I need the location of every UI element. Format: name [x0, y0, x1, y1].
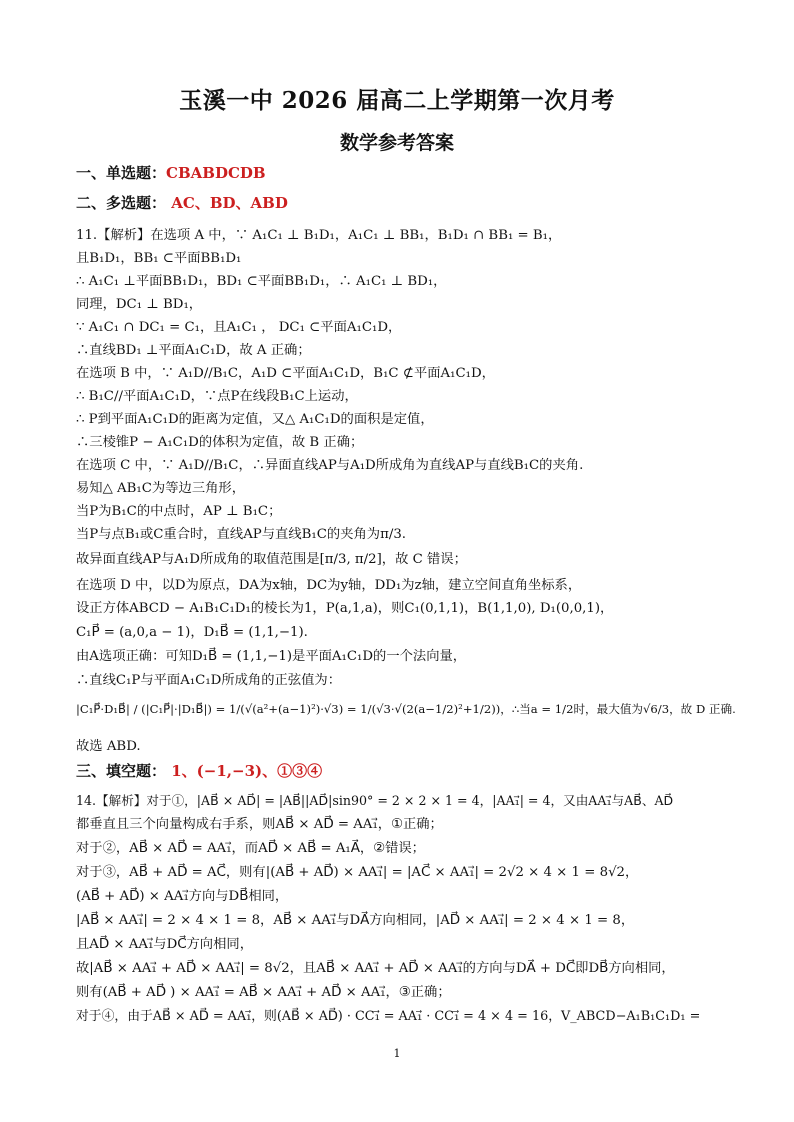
fill-blank-heading [76, 762, 736, 780]
single-choice-label: 一、单选题： [76, 164, 167, 182]
page-number: 1 [393, 1047, 401, 1060]
solution-line: ∴ P到平面A₁C₁D的距离为定值，又△ A₁C₁D的面积是定值， [76, 412, 434, 427]
solution-line: ∴直线BD₁ ⊥平面A₁C₁D，故 A 正确； [76, 343, 311, 358]
solution-line: 当P为B₁C的中点时，AP ⊥ B₁C； [76, 504, 282, 519]
solution-line: ∴ B₁C//平面A₁C₁D，∵点P在线段B₁C上运动， [76, 389, 358, 404]
solution-line: 11.【解析】在选项 A 中，∵ A₁C₁ ⊥ B₁D₁，A₁C₁ ⊥ BB₁，B₁D₁ ∩ BB₁ = B₁， [76, 228, 562, 243]
solution-line: 对于③，AB⃗ + AD⃗ = AC⃗，则有|(AB⃗ + AD⃗) × AA₁⃗| = |AC⃗ × AA₁⃗| = 2√2 × 4 × 1 = 8√2， [76, 865, 639, 880]
solution-line: 且AD⃗ × AA₁⃗与DC⃗方向相同， [76, 937, 253, 952]
solution-line: 故异面直线AP与A₁D所成角的取值范围是[π/3, π/2]，故 C 错误； [76, 552, 467, 567]
solution-line: 14.【解析】对于①，|AB⃗ × AD⃗| = |AB⃗||AD⃗|sin90° = 2 × 2 × 1 = 4，|AA₁⃗| = 4，又由AA₁⃗与AB⃗、AD⃗ [76, 793, 674, 808]
solution-line: 故选 ABD. [76, 739, 141, 754]
solution-line: |C₁P⃗·D₁B⃗| / (|C₁P⃗|·|D₁B⃗|) = 1/(√(a²+(a−1)²)·√3) = 1/(√3·√(2(a−1/2)²+1/2))，∴当a = 1/2时，最大值为√6/3，故 D 正确. [76, 702, 736, 716]
solution-line: (AB⃗ + AD⃗) × AA₁⃗方向与DB⃗相同， [76, 889, 289, 904]
solution-line: ∴ A₁C₁ ⊥平面BB₁D₁，BD₁ ⊂平面BB₁D₁，∴ A₁C₁ ⊥ BD₁， [76, 274, 447, 289]
solution-line: 同理，DC₁ ⊥ BD₁， [76, 297, 203, 312]
single-choice-answer: CBABDCDB [166, 164, 266, 182]
solution-line: 故|AB⃗ × AA₁⃗ + AD⃗ × AA₁⃗| = 8√2，且AB⃗ × AA₁⃗ + AD⃗ × AA₁⃗的方向与DA⃗ + DC⃗即DB⃗方向相同， [76, 961, 675, 976]
solution-line: 设正方体ABCD − A₁B₁C₁D₁的棱长为1，P(a,1,a)，则C₁(0,1,1)，B(1,1,0), D₁(0,0,1)， [76, 601, 614, 616]
solution-line: 当P与点B₁或C重合时，直线AP与直线B₁C的夹角为π/3. [76, 527, 406, 542]
solution-line: 易知△ AB₁C为等边三角形， [76, 481, 246, 496]
solution-line: 对于④，由于AB⃗ × AD⃗ = AA₁⃗，则(AB⃗ × AD⃗) · CC₁⃗ = AA₁⃗ · CC₁⃗ = 4 × 4 = 16，V_ABCD−A₁B₁C₁D₁ = [76, 1009, 701, 1024]
multi-choice-answer: AC、BD、ABD [171, 194, 288, 212]
solution-line: ∴直线C₁P与平面A₁C₁D所成角的正弦值为： [76, 673, 342, 688]
page-subtitle: 数学参考答案 [339, 132, 454, 154]
multi-choice-label: 二、多选题： [76, 194, 167, 212]
multi-choice-heading [76, 194, 736, 212]
solution-line: 且B₁D₁，BB₁ ⊂平面BB₁D₁ [76, 251, 242, 266]
solution-line: 在选项 B 中，∵ A₁D//B₁C，A₁D ⊂平面A₁C₁D，B₁C ⊄平面A₁C₁D， [76, 366, 495, 381]
solution-line: 都垂直且三个向量构成右手系，则AB⃗ × AD⃗ = AA₁⃗，①正确； [76, 817, 443, 832]
solution-line: |AB⃗ × AA₁⃗| = 2 × 4 × 1 = 8，AB⃗ × AA₁⃗与DA⃗方向相同，|AD⃗ × AA₁⃗| = 2 × 4 × 1 = 8， [76, 913, 635, 928]
solution-line: 则有(AB⃗ + AD⃗ ) × AA₁⃗ = AB⃗ × AA₁⃗ + AD⃗ × AA₁⃗，③正确； [76, 985, 451, 1000]
solution-line: ∴三棱锥P − A₁C₁D的体积为定值，故 B 正确； [76, 435, 364, 450]
solution-line: 对于②，AB⃗ × AD⃗ = AA₁⃗，而AD⃗ × AB⃗ = A₁A⃗，②错误； [76, 841, 425, 856]
page-title: 玉溪一中 2026 届高二上学期第一次月考 [179, 87, 615, 114]
solution-line: C₁P⃗ = (a,0,a − 1)，D₁B⃗ = (1,1,−1). [76, 625, 308, 640]
solution-line: 在选项 D 中，以D为原点，DA为x轴，DC为y轴，DD₁为z轴，建立空间直角坐标系， [76, 578, 582, 593]
solution-line: ∵ A₁C₁ ∩ DC₁ = C₁，且A₁C₁ ， DC₁ ⊂平面A₁C₁D， [76, 320, 402, 335]
fill-blank-answer: 1、(−1,−3)、①③④ [171, 762, 323, 780]
solution-line: 在选项 C 中，∵ A₁D//B₁C，∴异面直线AP与A₁D所成角为直线AP与直线B₁C的夹角. [76, 458, 584, 473]
fill-blank-label: 三、填空题： [76, 762, 167, 780]
single-choice-heading [76, 164, 736, 182]
solution-line: 由A选项正确：可知D₁B⃗ = (1,1,−1)是平面A₁C₁D的一个法向量， [76, 649, 467, 664]
